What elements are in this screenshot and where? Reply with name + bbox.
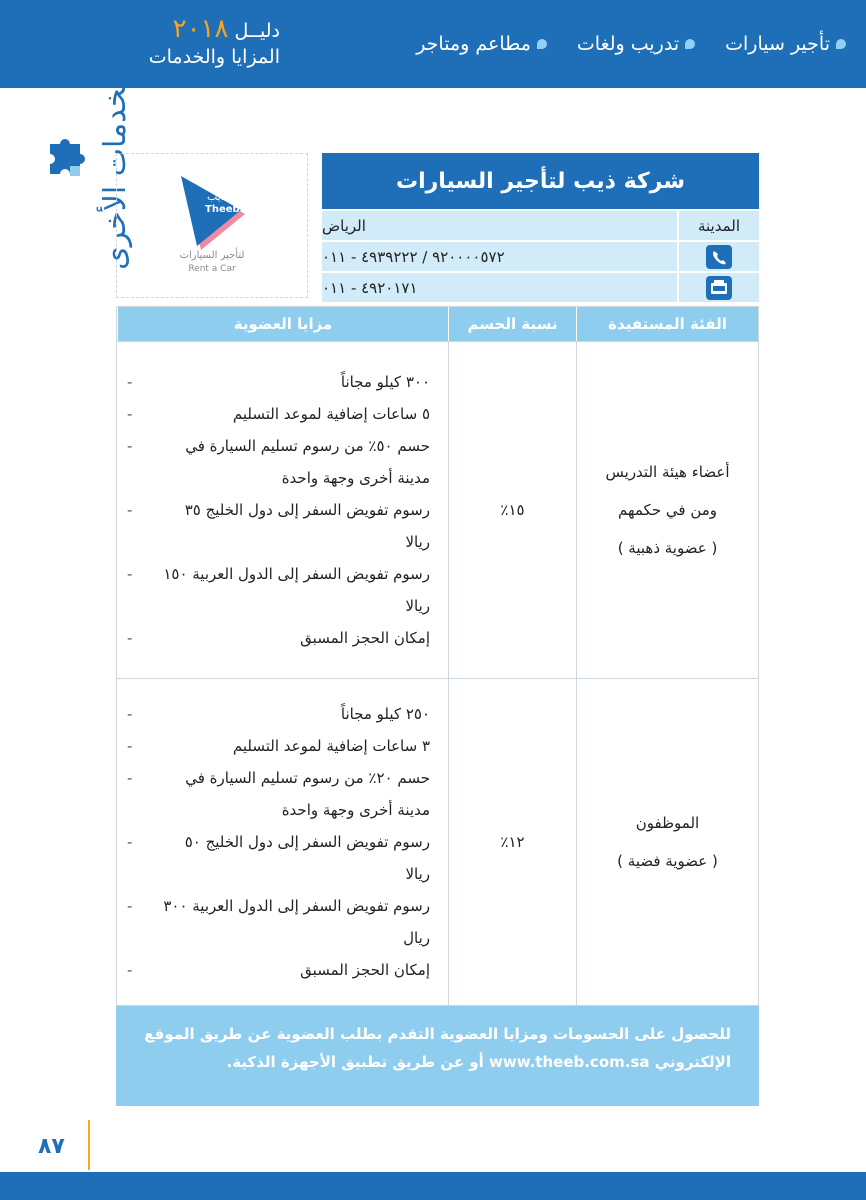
bullet-icon xyxy=(537,39,547,49)
header-category: الفئة المستفيدة xyxy=(576,307,758,341)
logo-name-ar: ذيب xyxy=(207,190,226,203)
phone-icon xyxy=(706,245,732,269)
benefit-item: - رسوم تفويض السفر إلى دول الخليج ٥٠ ريالا xyxy=(127,833,430,883)
category-line: ( عضوية ذهبية ) xyxy=(617,539,718,557)
guide-title: دليــل xyxy=(234,20,280,42)
city-value: الرياض xyxy=(322,216,366,235)
category-line: أعضاء هيئة التدريس xyxy=(605,463,730,481)
benefit-item: - ٥ ساعات إضافية لموعد التسليم xyxy=(127,405,430,423)
benefit-item: - ٢٥٠ كيلو مجاناً xyxy=(127,705,430,723)
bullet-icon xyxy=(685,39,695,49)
table-row xyxy=(117,341,758,678)
benefits-cell xyxy=(117,679,448,1005)
membership-note: للحصول على الحسومات ومزايا العضوية التقدم بطلب العضوية عن طريق الموقع الإلكتروني www.theeb.com.sa أو عن طريق تطبيق الأجهزة الذكية. xyxy=(116,1006,759,1106)
side-section-title xyxy=(28,70,133,420)
fax-row xyxy=(322,271,759,302)
benefit-item: - رسوم تفويض السفر إلى الدول العربية ٣٠٠ ريال xyxy=(127,897,430,947)
header-benefits: مزايا العضوية xyxy=(117,307,448,341)
benefits-table xyxy=(116,306,759,1006)
page-number: ٨٧ xyxy=(38,1134,65,1159)
guide-branding xyxy=(120,14,280,68)
benefit-item: - ٣ ساعات إضافية لموعد التسليم xyxy=(127,737,430,755)
table-header xyxy=(117,307,758,341)
benefit-item: - رسوم تفويض السفر إلى الدول العربية ١٥٠ ريالا xyxy=(127,565,430,615)
category-cell xyxy=(576,679,758,1005)
table-row xyxy=(117,678,758,1005)
phone-row xyxy=(322,240,759,271)
category-line: ( عضوية فضية ) xyxy=(617,852,718,870)
nav-item-restaurants[interactable] xyxy=(416,33,547,55)
company-info xyxy=(322,153,759,302)
discount-cell: ١٢٪ xyxy=(448,679,576,1005)
puzzle-icon xyxy=(42,130,94,182)
city-row xyxy=(322,209,759,240)
guide-year: ٢٠١٨ xyxy=(172,14,229,44)
company-logo xyxy=(116,153,308,298)
nav-label: تدريب ولغات xyxy=(576,33,680,55)
fax-value: ٤٩٢٠١٧١ - ٠١١ xyxy=(322,278,418,297)
discount-cell: ١٥٪ xyxy=(448,342,576,678)
logo-tagline-en: Rent a Car xyxy=(188,264,236,274)
bullet-icon xyxy=(836,39,846,49)
side-title-text: الخدمات الأخرى xyxy=(98,70,133,270)
city-label: المدينة xyxy=(677,211,759,240)
logo-name-en: Theeb xyxy=(205,204,240,215)
benefits-cell xyxy=(117,342,448,678)
benefit-item: - ٣٠٠ كيلو مجاناً xyxy=(127,373,430,391)
guide-subtitle: المزايا والخدمات xyxy=(148,46,280,68)
category-line: ومن في حكمهم xyxy=(617,501,718,519)
benefit-item: - حسم ٢٠٪ من رسوم تسليم السيارة في مدينة أخرى وجهة واحدة xyxy=(127,769,430,819)
category-cell xyxy=(576,342,758,678)
logo-tagline-ar: لتأجير السيارات xyxy=(179,250,245,261)
footer-bar xyxy=(0,1172,866,1200)
nav-item-training[interactable] xyxy=(577,33,695,55)
category-line: الموظفون xyxy=(635,814,700,832)
page-divider xyxy=(88,1120,90,1170)
nav-label: مطاعم ومتاجر xyxy=(416,33,531,55)
benefit-item: - حسم ٥٠٪ من رسوم تسليم السيارة في مدينة أخرى وجهة واحدة xyxy=(127,437,430,487)
section-nav xyxy=(266,0,866,88)
benefit-item: - إمكان الحجز المسبق xyxy=(127,961,430,979)
company-title: شركة ذيب لتأجير السيارات xyxy=(322,153,759,209)
nav-item-car-rental[interactable] xyxy=(725,33,846,55)
header-discount: نسبة الحسم xyxy=(448,307,576,341)
benefit-item: - رسوم تفويض السفر إلى دول الخليج ٣٥ ريالا xyxy=(127,501,430,551)
nav-label: تأجير سيارات xyxy=(725,33,830,55)
fax-icon xyxy=(706,276,732,300)
benefit-item: - إمكان الحجز المسبق xyxy=(127,629,430,647)
phone-value: ٩٢٠٠٠٠٥٧٢ / ٤٩٣٩٢٢٢ - ٠١١ xyxy=(322,247,505,266)
